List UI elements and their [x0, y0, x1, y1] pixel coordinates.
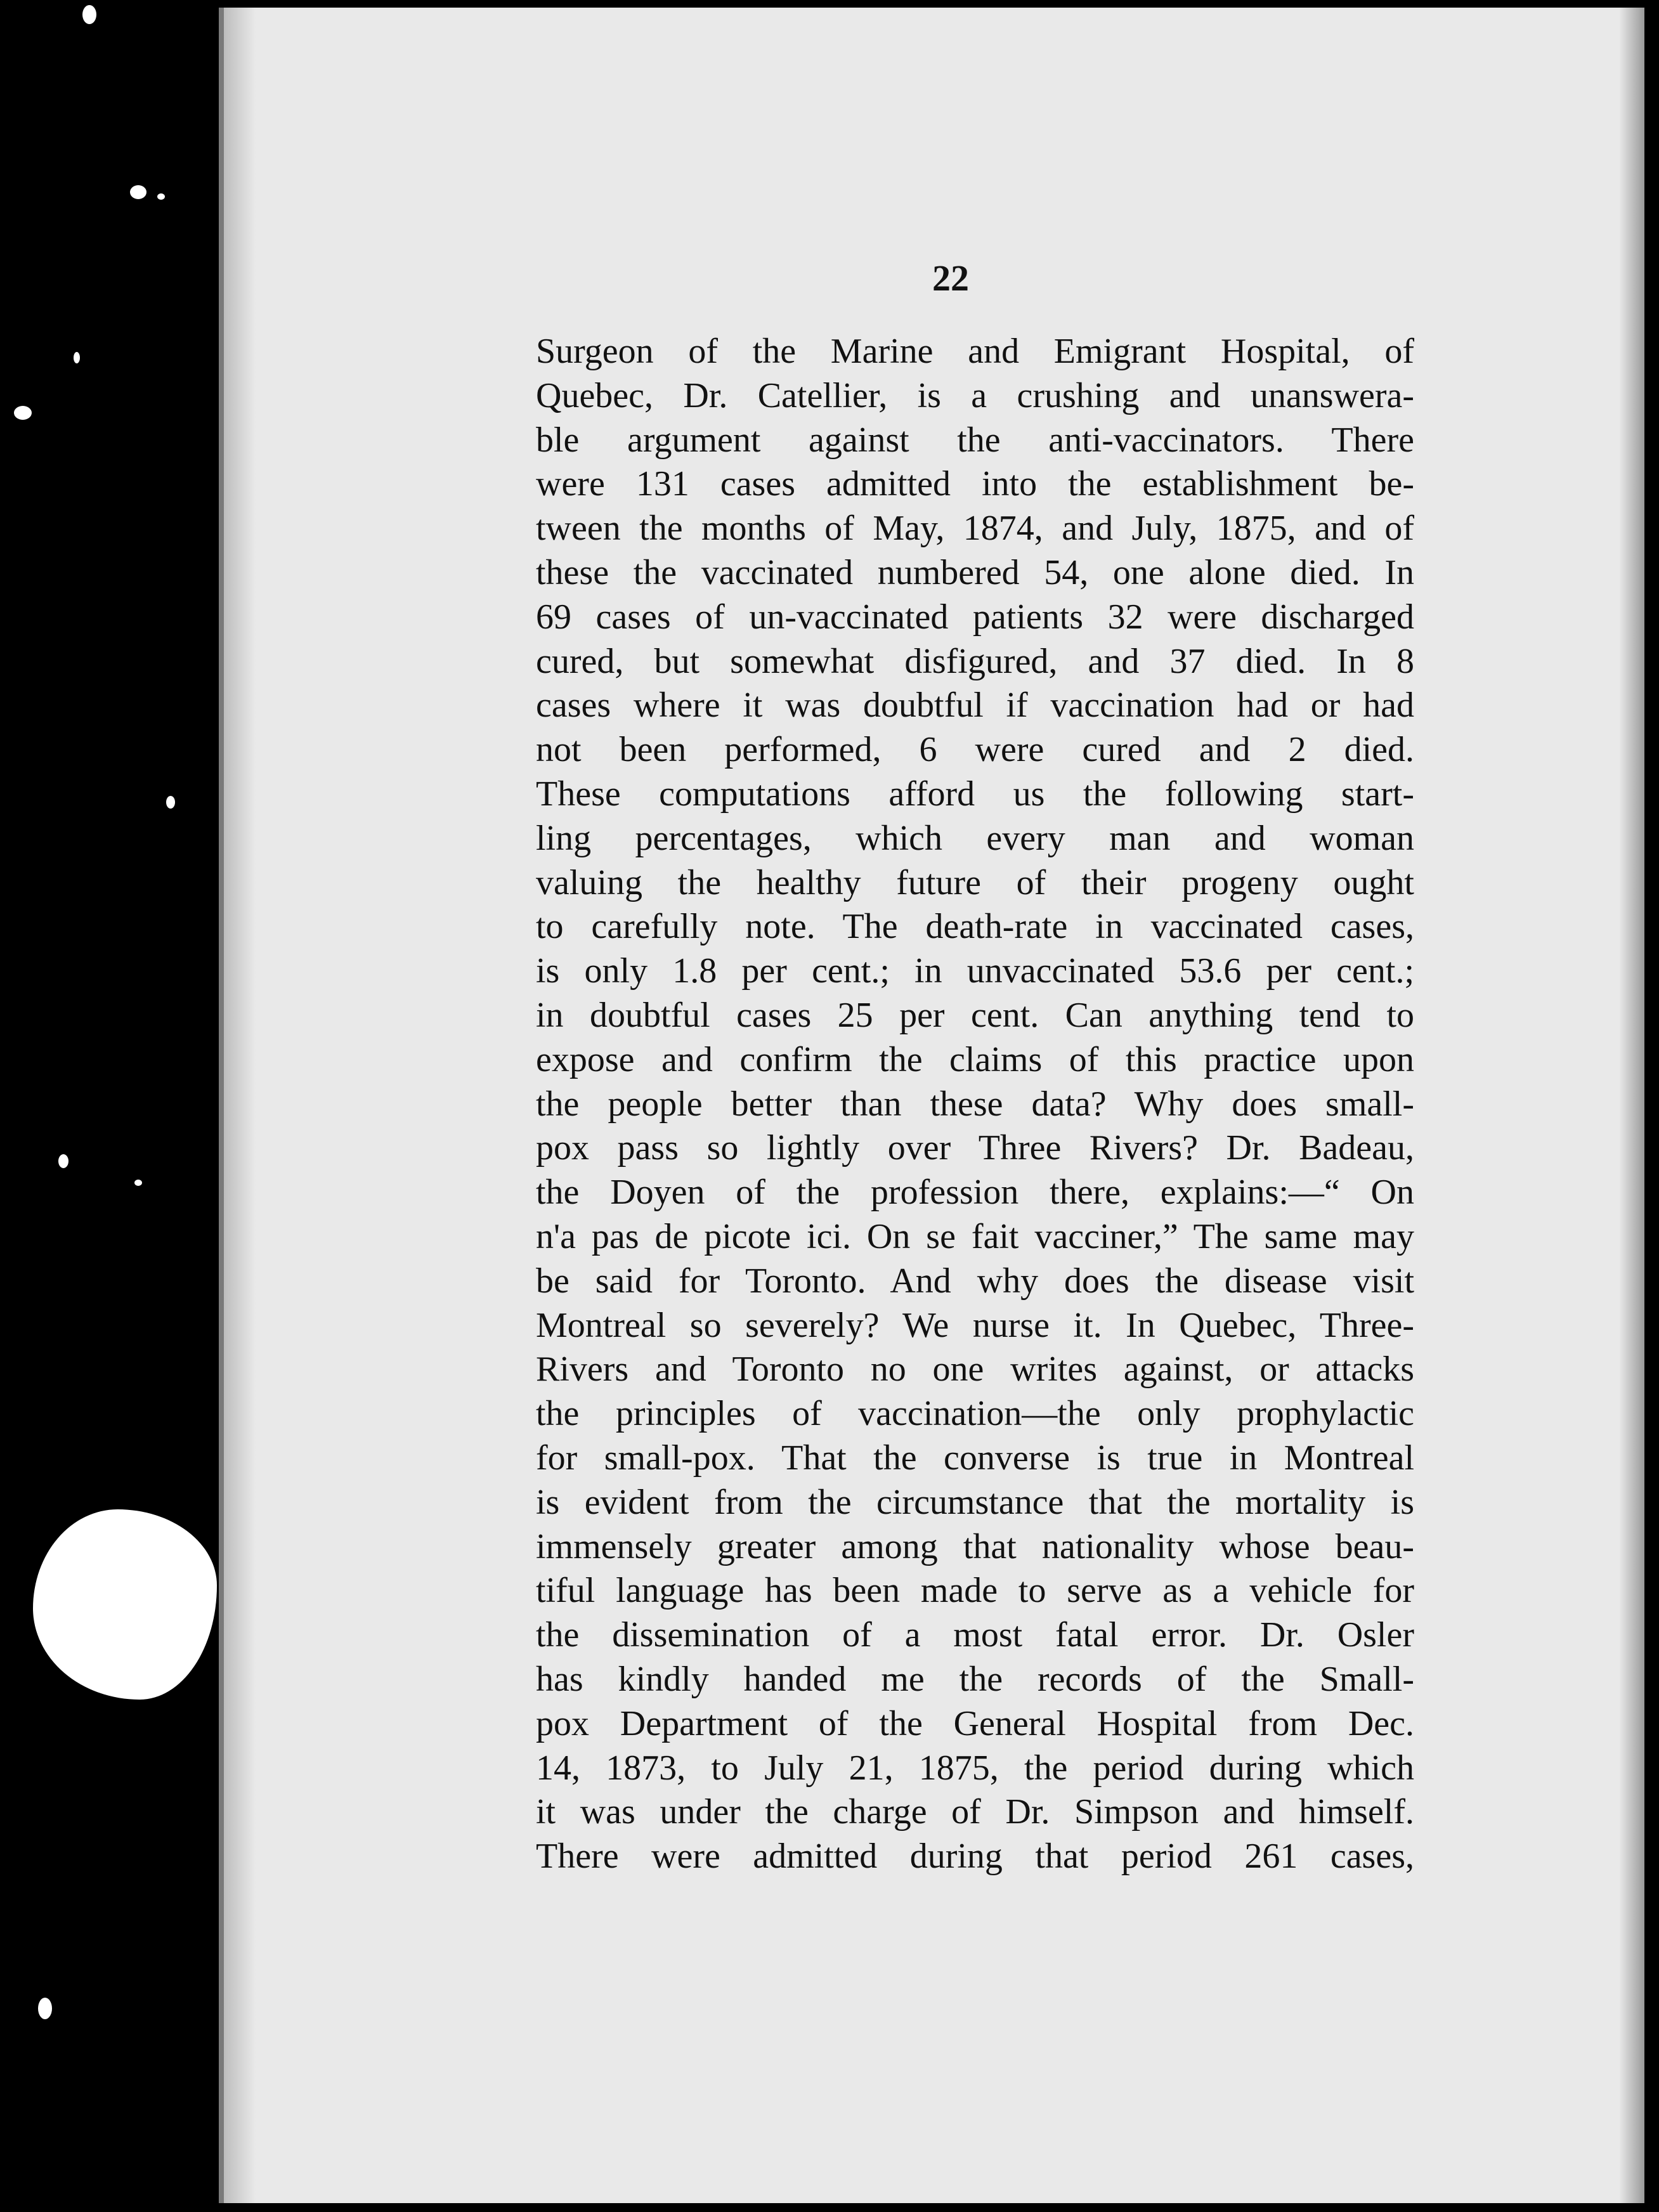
text-line: for small-pox. That the converse is true in Montreal: [536, 1438, 1414, 1478]
text-line: cured, but somewhat disfigured, and 37 died. In 8: [536, 641, 1414, 681]
dust-speck: [82, 5, 96, 24]
text-line: not been performed, 6 were cured and 2 died.: [536, 730, 1414, 770]
text-line: tween the months of May, 1874, and July, 1875, and of: [536, 509, 1414, 549]
text-line: n'a pas de picote ici. On se fait vacciner,” The same may: [536, 1216, 1414, 1256]
text-line: 14, 1873, to July 21, 1875, the period during which: [536, 1748, 1414, 1788]
text-line: Surgeon of the Marine and Emigrant Hospital, of: [536, 332, 1414, 371]
page-gutter-shadow: [224, 8, 256, 2203]
dust-speck: [58, 1154, 68, 1168]
text-line: were 131 cases admitted into the establishment be-: [536, 464, 1414, 504]
body-text: [536, 330, 1414, 1879]
text-line: 69 cases of un-vaccinated patients 32 were discharged: [536, 597, 1414, 637]
dust-speck: [74, 352, 80, 363]
text-line: These computations afford us the following start-: [536, 774, 1414, 814]
text-line: Montreal so severely? We nurse it. In Quebec, Three-: [536, 1305, 1414, 1345]
dust-speck: [14, 406, 32, 420]
text-line: is only 1.8 per cent.; in unvaccinated 53.6 per cent.;: [536, 951, 1414, 991]
text-line: has kindly handed me the records of the Small-: [536, 1659, 1414, 1699]
page-edge-shadow: [1619, 8, 1644, 2203]
text-line: expose and confirm the claims of this practice upon: [536, 1039, 1414, 1079]
text-line: There were admitted during that period 261 cases,: [536, 1837, 1414, 1877]
text-line: the Doyen of the profession there, explains:—“ On: [536, 1173, 1414, 1213]
text-line: is evident from the circumstance that the mortality is: [536, 1482, 1414, 1522]
text-line: ble argument against the anti-vaccinators. There: [536, 420, 1414, 460]
text-line: cases where it was doubtful if vaccination had or had: [536, 686, 1414, 725]
dust-speck: [166, 796, 175, 809]
text-line: Rivers and Toronto no one writes against, or attacks: [536, 1350, 1414, 1389]
text-line: be said for Toronto. And why does the disease visit: [536, 1261, 1414, 1301]
dust-speck: [134, 1180, 142, 1186]
page-number: 22: [932, 257, 969, 299]
scan-damage-spot: [76, 1541, 171, 1687]
text-line: these the vaccinated numbered 54, one alone died. In: [536, 552, 1414, 592]
text-line: ling percentages, which every man and woman: [536, 818, 1414, 858]
text-line: the dissemination of a most fatal error. Dr. Osler: [536, 1615, 1414, 1655]
text-line: Quebec, Dr. Catellier, is a crushing and unanswera-: [536, 375, 1414, 415]
text-line: to carefully note. The death-rate in vaccinated cases,: [536, 907, 1414, 947]
dust-speck: [130, 185, 146, 199]
dust-speck: [157, 193, 165, 200]
text-line: pox Department of the General Hospital from Dec.: [536, 1703, 1414, 1743]
text-line: pox pass so lightly over Three Rivers? Dr. Badeau,: [536, 1128, 1414, 1168]
dust-speck: [38, 1998, 52, 2019]
text-line: it was under the charge of Dr. Simpson and himself.: [536, 1792, 1414, 1832]
text-line: valuing the healthy future of their progeny ought: [536, 862, 1414, 902]
text-line: in doubtful cases 25 per cent. Can anything tend to: [536, 995, 1414, 1035]
text-line: the principles of vaccination—the only prophylactic: [536, 1394, 1414, 1434]
text-line: the people better than these data? Why does small-: [536, 1084, 1414, 1124]
text-line: immensely greater among that nationality whose beau-: [536, 1526, 1414, 1566]
text-line: tiful language has been made to serve as a vehicle for: [536, 1571, 1414, 1611]
